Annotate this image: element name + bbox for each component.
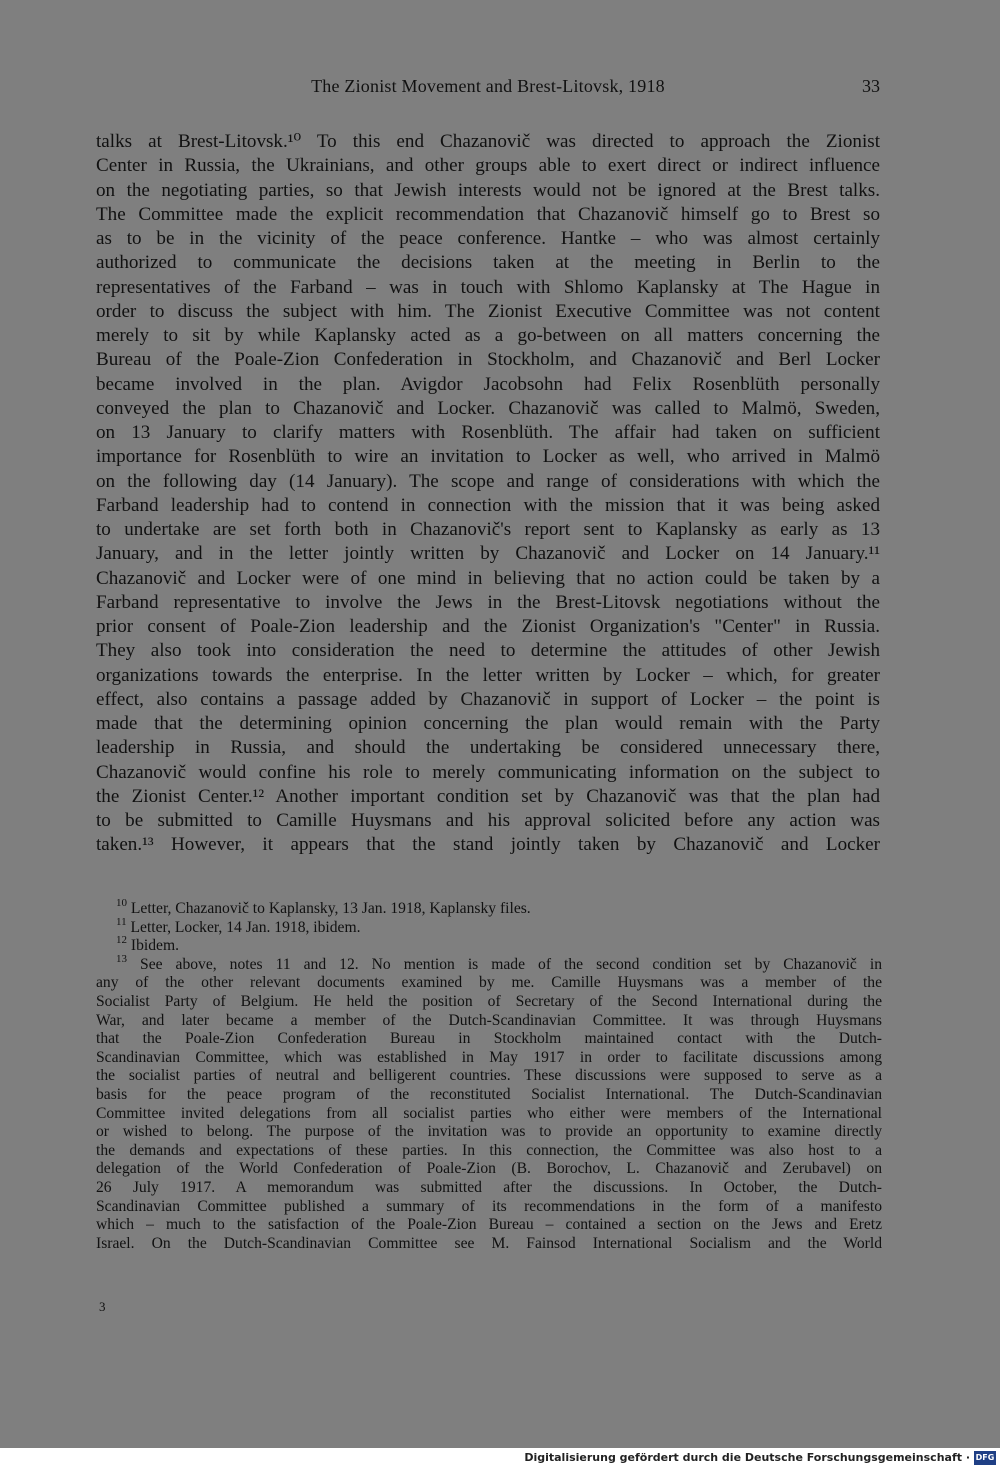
footnote-13-line: Scandinavian Committee published a summary of its recommendations in the form of a manifesto — [96, 1197, 882, 1215]
footnote-13 — [96, 952, 882, 1254]
body-line: Farband representative to involve the Jews in the Brest-Litovsk negotiations without the — [96, 591, 880, 613]
body-line: order to discuss the subject with him. The Zionist Executive Committee was not content — [96, 300, 880, 322]
footnote-13-line: 26 July 1917. A memorandum was submitted after the discussions. In October, the Dutch- — [96, 1178, 882, 1196]
body-line: on the following day (14 January). The scope and range of considerations with which the — [96, 470, 880, 492]
body-line: to undertake are set forth both in Chazanovič's report sent to Kaplansky as early as 13 — [96, 519, 880, 540]
footnote-13-line: basis for the peace program of the reconstituted Socialist International. The Dutch-Scandinavian — [96, 1085, 882, 1103]
body-line: Bureau of the Poale-Zion Confederation in Stockholm, and Chazanovič and Berl Locker — [96, 349, 880, 371]
body-line: merely to sit by while Kaplansky acted as a go-between on all matters concerning the — [96, 325, 880, 346]
funding-credit: Digitalisierung gefördert durch die Deutsche Forschungsgemeinschaft · — [524, 1451, 970, 1464]
body-line: to be submitted to Camille Huysmans and his approval solicited before any action was — [96, 810, 880, 831]
footnote-13-line: the demands and expectations of these parties. In this connection, the Committee was also host to a — [96, 1141, 882, 1159]
body-line: organizations towards the enterprise. In the letter written by Locker – which, for greater — [96, 664, 880, 686]
body-line: talks at Brest-Litovsk.¹⁰ To this end Chazanovič was directed to approach the Zionist — [96, 131, 880, 152]
running-title: The Zionist Movement and Brest-Litovsk, 1918 — [311, 76, 665, 96]
body-line: conveyed the plan to Chazanovič and Locker. Chazanovič was called to Malmö, Sweden, — [96, 397, 880, 419]
body-line: became involved in the plan. Avigdor Jacobsohn had Felix Rosenblüth personally — [96, 373, 880, 395]
body-line: Farband leadership had to contend in connection with the mission that it was being asked — [96, 494, 880, 516]
footnote-13-line: the socialist parties of neutral and belligerent countries. These discussions were supposed to serve as a — [96, 1067, 882, 1085]
body-line: the Zionist Center.¹² Another important condition set by Chazanovič was that the plan had — [96, 785, 880, 807]
body-line: representatives of the Farband – was in touch with Shlomo Kaplansky at The Hague in — [96, 276, 880, 298]
body-line: authorized to communicate the decisions taken at the meeting in Berlin to the — [96, 252, 880, 274]
page-header — [96, 76, 880, 102]
footnote-13-line: Socialist Party of Belgium. He held the position of Secretary of the Second International during the — [96, 992, 882, 1010]
footnote-13-line: War, and later became a member of the Dutch-Scandinavian Committee. It was through Huysmans — [96, 1011, 882, 1029]
footnote-13-line: Israel. On the Dutch-Scandinavian Committee see M. Fainsod International Socialism and the World — [96, 1234, 882, 1252]
dfg-logo: DFG — [974, 1451, 996, 1465]
body-line: The Committee made the explicit recommendation that Chazanovič himself go to Brest so — [96, 203, 880, 225]
footnotes — [96, 897, 882, 1253]
footnote-13-line: any of the other relevant documents examined by me. Camille Huysmans was a member of the — [96, 974, 882, 992]
footnote-13-line: delegation of the World Confederation of Poale-Zion (B. Borochov, L. Chazanovič and Zerubavel) on — [96, 1160, 882, 1178]
footnote-13-line: or wished to belong. The purpose of the invitation was to provide an opportunity to examine directly — [96, 1123, 882, 1141]
body-line: January, and in the letter jointly written by Chazanovič and Locker on 14 January.¹¹ — [96, 543, 880, 565]
body-line: Chazanovič and Locker were of one mind in believing that no action could be taken by a — [96, 567, 880, 589]
footnote-13-line: Committee invited delegations from all socialist parties who either were members of the International — [96, 1104, 882, 1122]
body-line: effect, also contains a passage added by Chazanovič in support of Locker – the point is — [96, 688, 880, 710]
footnote-12: $^{12}$ Ibidem. — [116, 934, 179, 955]
body-line: as to be in the vicinity of the peace conference. Hantke – who was almost certainly — [96, 228, 880, 249]
body-line: on the negotiating parties, so that Jewish interests would not be ignored at the Brest talks. — [96, 179, 880, 201]
body-line: taken.¹³ However, it appears that the stand jointly taken by Chazanovič and Locker — [96, 834, 880, 856]
body-line: They also took into consideration the need to determine the attitudes of other Jewish — [96, 640, 880, 662]
signature-mark: 3 — [99, 1299, 106, 1314]
body-line: importance for Rosenblüth to wire an invitation to Locker as well, who arrived in Malmö — [96, 446, 880, 468]
body-line: made that the determining opinion concerning the plan would remain with the Party — [96, 713, 880, 734]
body-line: on 13 January to clarify matters with Rosenblüth. The affair had taken on sufficient — [96, 422, 880, 443]
footnote-13-line: Scandinavian Committee, which was established in May 1917 in order to facilitate discussions among — [96, 1048, 882, 1066]
footnote-10: $^{10}$ Letter, Chazanovič to Kaplansky, 13 Jan. 1918, Kaplansky files. — [116, 897, 531, 917]
footnote-13-line: which – much to the satisfaction of the Poale-Zion Bureau – contained a section on the Jews and Eretz — [96, 1216, 882, 1234]
body-line: prior consent of Poale-Zion leadership and the Zionist Organization's "Center" in Russia. — [96, 616, 880, 637]
footer-bar — [0, 1448, 1000, 1470]
page-number: 33 — [862, 76, 880, 96]
body-line: Chazanovič would confine his role to merely communicating information on the subject to — [96, 761, 880, 783]
body-line: leadership in Russia, and should the undertaking be considered unnecessary there, — [96, 737, 880, 759]
body-line: Center in Russia, the Ukrainians, and other groups able to exert direct or indirect influence — [96, 155, 880, 177]
body-text — [96, 130, 880, 858]
footnote-13-line: that the Poale-Zion Confederation Bureau in Stockholm maintained contact with the Dutch- — [96, 1030, 882, 1048]
footnote-13-line: $^{13}$ See above, notes 11 and 12. No mention is made of the second condition set by Chazanovič in — [116, 952, 882, 973]
footnote-11: $^{11}$ Letter, Locker, 14 Jan. 1918, ibidem. — [116, 915, 361, 936]
